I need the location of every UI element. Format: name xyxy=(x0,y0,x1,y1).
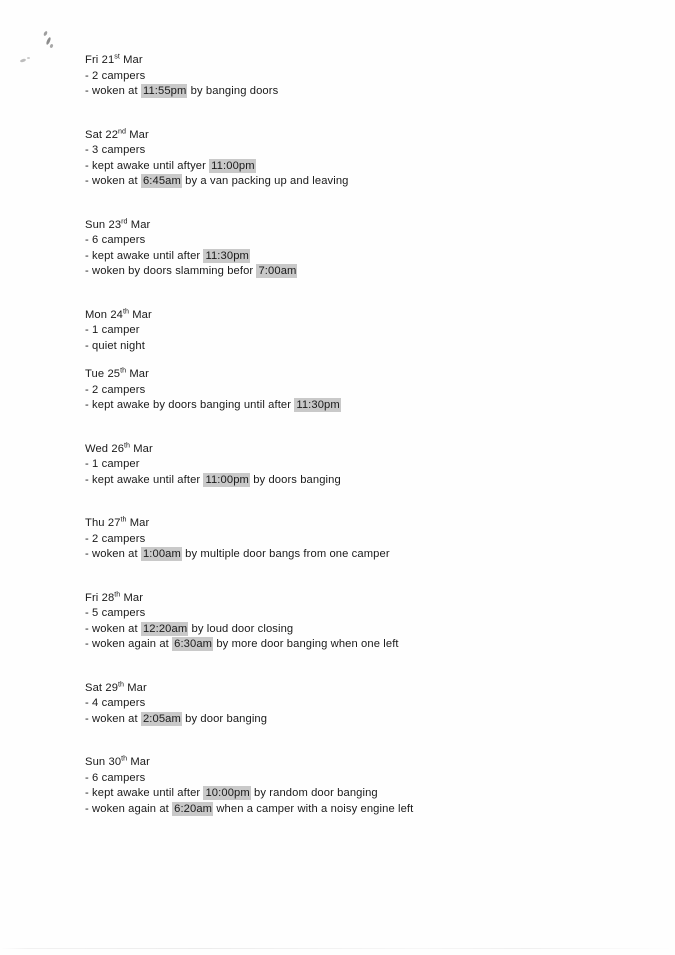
log-entry-date-text: Sat xyxy=(85,128,103,141)
log-text: by random door banging xyxy=(250,787,378,799)
log-entry-line xyxy=(85,696,645,712)
log-entry-date xyxy=(85,308,645,324)
log-entry-date-text: Fri xyxy=(85,591,99,604)
highlighted-time: 2:05am xyxy=(142,712,181,725)
log-entry-date-month: Mar xyxy=(129,128,149,141)
log-text: by more door banging when one left xyxy=(213,638,399,650)
log-entry-date-number: 26 xyxy=(111,442,125,455)
highlighted-time: 7:00am xyxy=(258,265,297,277)
highlighted-time: 11:30pm xyxy=(205,249,249,262)
log-entry-line xyxy=(85,339,645,355)
log-entry-line xyxy=(85,383,645,399)
log-entry-line xyxy=(85,323,645,339)
log-entry-date-month: Mar xyxy=(130,756,150,768)
log-text: - woken at xyxy=(85,712,141,725)
log-entry-date-number: 24 xyxy=(110,308,124,321)
log-entry-line xyxy=(85,532,645,548)
log-entry-date xyxy=(85,128,645,144)
log-text: - 6 campers xyxy=(85,771,146,784)
log-text: - woken at xyxy=(85,175,141,187)
log-entry-date xyxy=(85,218,645,234)
log-entry-date-text: Sun xyxy=(85,756,106,768)
log-text: - 1 camper xyxy=(85,324,140,336)
log-entry xyxy=(85,308,645,355)
highlighted-time: 6:20am xyxy=(174,802,213,815)
log-text: - 2 campers xyxy=(85,532,146,545)
log-entry-date-number: 28 xyxy=(101,591,115,604)
highlighted-time: 11:55pm xyxy=(142,85,187,97)
log-entry-date-text: Fri xyxy=(85,54,99,66)
highlighted-time: 11:30pm xyxy=(296,399,340,411)
highlighted-time: 6:45am xyxy=(142,175,181,187)
log-entry-date-number: 25 xyxy=(107,368,121,380)
log-entry-date-ordinal: th xyxy=(120,515,127,524)
log-entry-date-text: Mon xyxy=(85,308,108,321)
log-entry-date xyxy=(85,755,645,771)
scan-speck-icon xyxy=(20,58,27,63)
log-entry-line xyxy=(85,457,645,473)
highlighted-time: 11:00pm xyxy=(205,473,249,486)
log-entry-line xyxy=(85,786,645,802)
highlighted-time: 6:30am xyxy=(174,638,213,650)
log-entry xyxy=(85,128,645,190)
log-entry-line xyxy=(85,264,645,280)
log-entry-date xyxy=(85,516,645,532)
log-entry-line xyxy=(85,622,645,638)
log-text: - woken at xyxy=(85,548,141,560)
log-text: - kept awake until after xyxy=(85,473,204,486)
scan-speck-icon xyxy=(43,31,48,37)
log-entry-line xyxy=(85,606,645,622)
log-entry-line xyxy=(85,473,645,489)
log-entry-line xyxy=(85,637,645,653)
noise-log-list xyxy=(85,53,645,817)
log-entry-date xyxy=(85,442,645,458)
log-text: by banging doors xyxy=(187,85,279,97)
log-entry-line xyxy=(85,398,645,414)
highlighted-time: 1:00am xyxy=(142,548,181,560)
log-entry-line xyxy=(85,771,645,787)
log-entry-line xyxy=(85,69,645,85)
log-entry-date-text: Sun xyxy=(85,218,106,231)
log-entry xyxy=(85,442,645,489)
log-entry-date-ordinal: th xyxy=(123,306,129,315)
log-text: - woken again at xyxy=(85,802,173,815)
log-entry-line xyxy=(85,143,645,159)
log-entry-date-ordinal: nd xyxy=(118,126,127,135)
log-text: - 4 campers xyxy=(85,697,146,709)
log-entry-date-month: Mar xyxy=(129,517,150,529)
log-entry-date-text: Tue xyxy=(85,368,105,380)
log-entry-date xyxy=(85,591,645,607)
log-text: - kept awake until after xyxy=(85,787,204,799)
log-entry-date-month: Mar xyxy=(127,681,147,694)
log-text: by a van packing up and leaving xyxy=(181,175,349,187)
log-text: - 2 campers xyxy=(85,383,146,396)
log-entry-date-number: 30 xyxy=(108,756,122,768)
log-entry-date-number: 29 xyxy=(105,681,119,694)
log-text: - kept awake by doors banging until after xyxy=(85,399,295,411)
log-text: - 3 campers xyxy=(85,144,146,156)
log-entry xyxy=(85,218,645,280)
log-entry-date-ordinal: th xyxy=(124,440,131,449)
log-text: - 5 campers xyxy=(85,607,146,619)
log-entry xyxy=(85,591,645,653)
log-text: by door banging xyxy=(181,712,268,725)
log-text: - 1 camper xyxy=(85,458,140,470)
log-entry-line xyxy=(85,547,645,563)
log-entry-date-ordinal: th xyxy=(121,754,128,763)
log-entry xyxy=(85,681,645,728)
log-entry-date-number: 22 xyxy=(105,128,119,141)
log-entry-date-month: Mar xyxy=(133,442,153,455)
highlighted-time: 11:00pm xyxy=(211,159,255,172)
log-entry-line xyxy=(85,802,645,818)
log-text: by loud door closing xyxy=(188,622,294,635)
log-entry-line xyxy=(85,712,645,728)
log-entry-date xyxy=(85,53,645,69)
log-text: - 6 campers xyxy=(85,234,146,246)
log-entry xyxy=(85,367,645,414)
log-entry-line xyxy=(85,174,645,190)
scan-edge-line xyxy=(0,948,675,949)
log-text: when a camper with a noisy engine left xyxy=(213,802,414,815)
log-text: by multiple door bangs from one camper xyxy=(181,548,390,560)
log-text: - woken at xyxy=(85,622,141,635)
log-text: - woken again at xyxy=(85,638,173,650)
scan-speck-icon xyxy=(49,44,53,49)
log-entry-date-text: Thu xyxy=(85,517,105,529)
log-entry-date-ordinal: th xyxy=(114,589,121,598)
highlighted-time: 12:20am xyxy=(142,622,188,635)
log-text: - woken at xyxy=(85,85,141,97)
log-entry-date-number: 21 xyxy=(101,54,115,66)
log-text: - kept awake until after xyxy=(85,249,204,262)
log-entry xyxy=(85,755,645,817)
log-entry-date-ordinal: th xyxy=(120,366,127,375)
log-text: - 2 campers xyxy=(85,69,146,82)
log-entry-date xyxy=(85,681,645,697)
log-entry xyxy=(85,516,645,563)
log-entry-line xyxy=(85,84,645,100)
highlighted-time: 10:00pm xyxy=(205,787,250,799)
log-entry-date-ordinal: th xyxy=(118,679,125,688)
log-entry-date-month: Mar xyxy=(129,368,149,380)
log-entry-date xyxy=(85,367,645,383)
log-entry-date-month: Mar xyxy=(123,591,144,604)
log-entry-line xyxy=(85,159,645,175)
log-text: by doors banging xyxy=(249,473,341,486)
log-entry-date-ordinal: st xyxy=(114,52,120,61)
log-entry-date-number: 23 xyxy=(108,218,122,231)
log-entry-line xyxy=(85,233,645,249)
log-entry-date-number: 27 xyxy=(107,517,121,529)
log-entry xyxy=(85,53,645,100)
log-text: - kept awake until aftyer xyxy=(85,159,210,172)
log-entry-date-text: Sat xyxy=(85,681,103,694)
log-entry-date-month: Mar xyxy=(130,218,151,231)
log-entry-line xyxy=(85,249,645,265)
log-text: - quiet night xyxy=(85,339,145,352)
log-entry-date-month: Mar xyxy=(132,308,152,321)
scan-speck-icon xyxy=(27,57,30,59)
log-entry-date-month: Mar xyxy=(123,54,143,66)
log-entry-date-ordinal: rd xyxy=(121,216,128,225)
log-text: - woken by doors slamming befor xyxy=(85,265,257,277)
log-entry-date-text: Wed xyxy=(85,442,109,455)
